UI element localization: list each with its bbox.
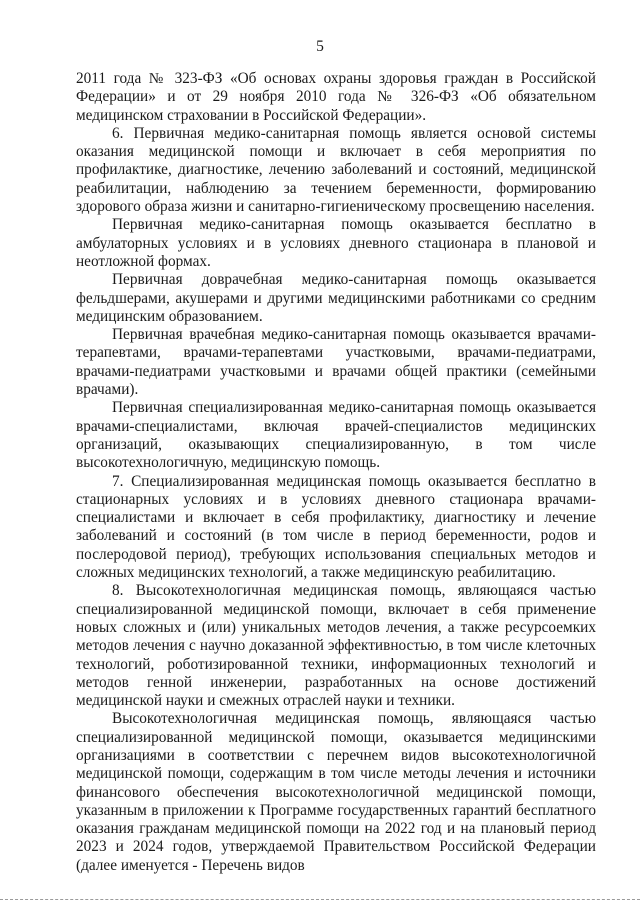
paragraph-physician-care: Первичная врачебная медико-санитарная помощь оказывается врачами-терапевтами, врачами-терапевтами участковыми, врачами-педиатрами, врачами-педиатрами участковыми и врачами общей практики (семейными врачами). xyxy=(76,326,596,399)
page-number: 5 xyxy=(316,38,324,55)
paragraph-item-6: 6. Первичная медико-санитарная помощь является основой системы оказания медицинской помощи и включает в себя мероприятия по профилактике, диагностике, лечению заболеваний и состояний, медицинской реабилитации, наблюдению за течением беременности, формированию здорового образа жизни и санитарно-гигиеническому просвещению населения. xyxy=(76,124,596,216)
paragraph-item-7: 7. Специализированная медицинская помощь оказывается бесплатно в стационарных условиях и в условиях дневного стационара врачами-специалистами и включает в себя профилактику, диагностику и лечение заболеваний и состояний (в том числе в период беременности, родов и послеродовой период), требующих использования специальных методов и сложных медицинских технологий, а также медицинскую реабилитацию. xyxy=(76,472,596,582)
document-body xyxy=(76,70,596,875)
paragraph-item-8: 8. Высокотехнологичная медицинская помощь, являющаяся частью специализированной медицинской помощи, включает в себя применение новых сложных и (или) уникальных методов лечения, а также ресурсоемких методов лечения с научно доказанной эффективностью, в том числе клеточных технологий, роботизированной техники, информационных технологий и методов генной инженерии, разработанных на основе достижений медицинской науки и смежных отраслей науки и техники. xyxy=(76,582,596,710)
paragraph-high-tech-care: Высокотехнологичная медицинская помощь, являющаяся частью специализированной медицинской помощи, оказывается медицинскими организациями в соответствии с перечнем видов высокотехнологичной медицинской помощи, содержащим в том числе методы лечения и источники финансового обеспечения высокотехнологичной медицинской помощи, указанным в приложении к Программе государственных гарантий бесплатного оказания гражданам медицинской помощи на 2022 год и на плановый период 2023 и 2024 годов, утверждаемой Правительством Российской Федерации (далее именуется - Перечень видов xyxy=(76,710,596,874)
paragraph-specialized-primary-care: Первичная специализированная медико-санитарная помощь оказывается врачами-специалистами, включая врачей-специалистов медицинских организаций, оказывающих специализированную, в том числе высокотехнологичную, медицинскую помощь. xyxy=(76,399,596,472)
paragraph-continuation: 2011 года № 323-ФЗ «Об основах охраны здоровья граждан в Российской Федерации» и от 29 ноября 2010 года № 326-ФЗ «Об обязательном медицинском страховании в Российской Федерации». xyxy=(76,70,596,124)
paragraph-free-primary-care: Первичная медико-санитарная помощь оказывается бесплатно в амбулаторных условиях и в условиях дневного стационара в плановой и неотложной формах. xyxy=(76,216,596,270)
paragraph-pre-physician-care: Первичная доврачебная медико-санитарная помощь оказывается фельдшерами, акушерами и другими медицинскими работниками со средним медицинским образованием. xyxy=(76,271,596,325)
page-bottom-rule xyxy=(0,899,640,901)
